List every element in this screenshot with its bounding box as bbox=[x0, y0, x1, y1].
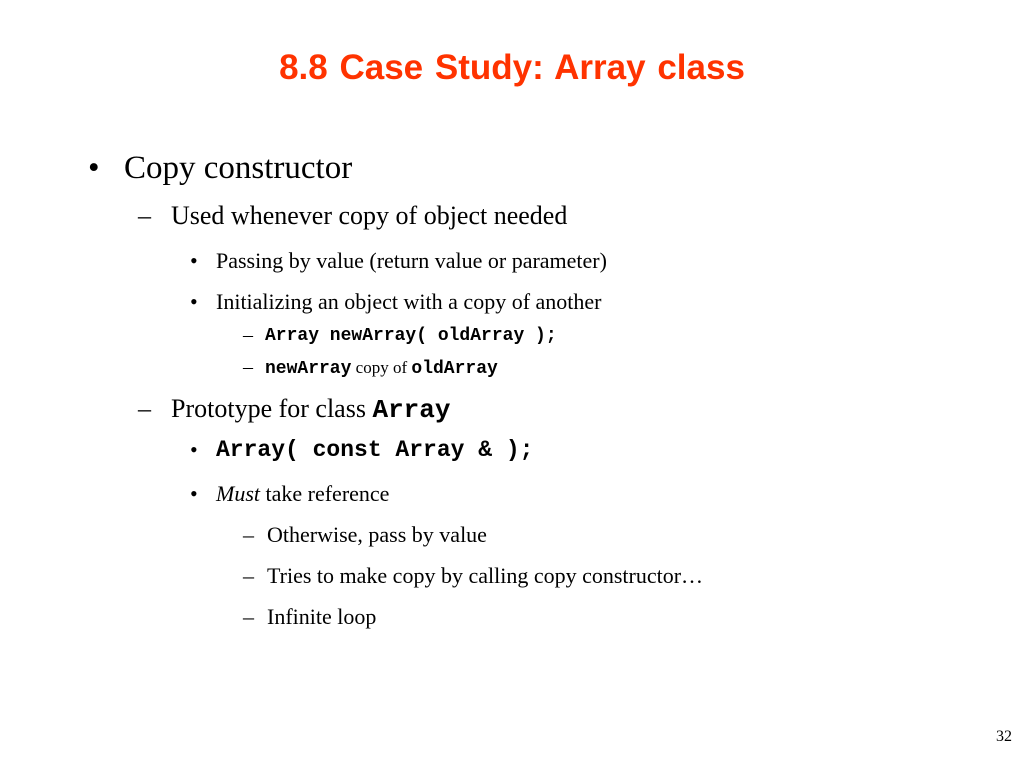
bullet-text: Initializing an object with a copy of another bbox=[216, 289, 602, 314]
code-oldarray: oldArray bbox=[411, 359, 498, 379]
subbullet-text: Prototype for class bbox=[171, 394, 373, 423]
dash-marker: – bbox=[243, 522, 254, 547]
dash-text: Infinite loop bbox=[267, 604, 377, 629]
dash-marker: – bbox=[243, 324, 253, 346]
code-array: Array bbox=[372, 395, 451, 425]
bullet-text: Copy constructor bbox=[124, 150, 353, 186]
bullet-text: take reference bbox=[260, 481, 390, 506]
copy-of-text: copy of bbox=[351, 358, 412, 377]
dash-marker: – bbox=[243, 563, 254, 588]
emphasis-text: Must bbox=[216, 481, 260, 506]
code-newarray: newArray bbox=[265, 359, 352, 379]
line-content bbox=[265, 356, 498, 379]
code-text: Array( const Array & ); bbox=[216, 437, 534, 463]
subbullet-content bbox=[171, 394, 450, 425]
dash-marker: – bbox=[138, 201, 151, 230]
bullet-marker: • bbox=[190, 289, 198, 314]
dash-text: Tries to make copy by calling copy constructor… bbox=[267, 563, 704, 588]
dash-text: Otherwise, pass by value bbox=[267, 522, 487, 547]
bullet-marker: • bbox=[190, 248, 198, 273]
bullet-marker: • bbox=[190, 437, 198, 462]
bullet-marker: • bbox=[88, 150, 100, 186]
subbullet-text: Used whenever copy of object needed bbox=[171, 201, 568, 230]
page-number: 32 bbox=[996, 728, 1012, 745]
bullet-content bbox=[216, 481, 389, 507]
dash-marker: – bbox=[138, 394, 151, 423]
code-text: Array newArray( oldArray ); bbox=[265, 326, 557, 346]
dash-marker: – bbox=[243, 604, 254, 629]
dash-marker: – bbox=[243, 356, 253, 378]
bullet-marker: • bbox=[190, 481, 198, 506]
bullet-text: Passing by value (return value or parameter) bbox=[216, 248, 607, 273]
slide-title: 8.8 Case Study: Array class bbox=[279, 48, 745, 87]
